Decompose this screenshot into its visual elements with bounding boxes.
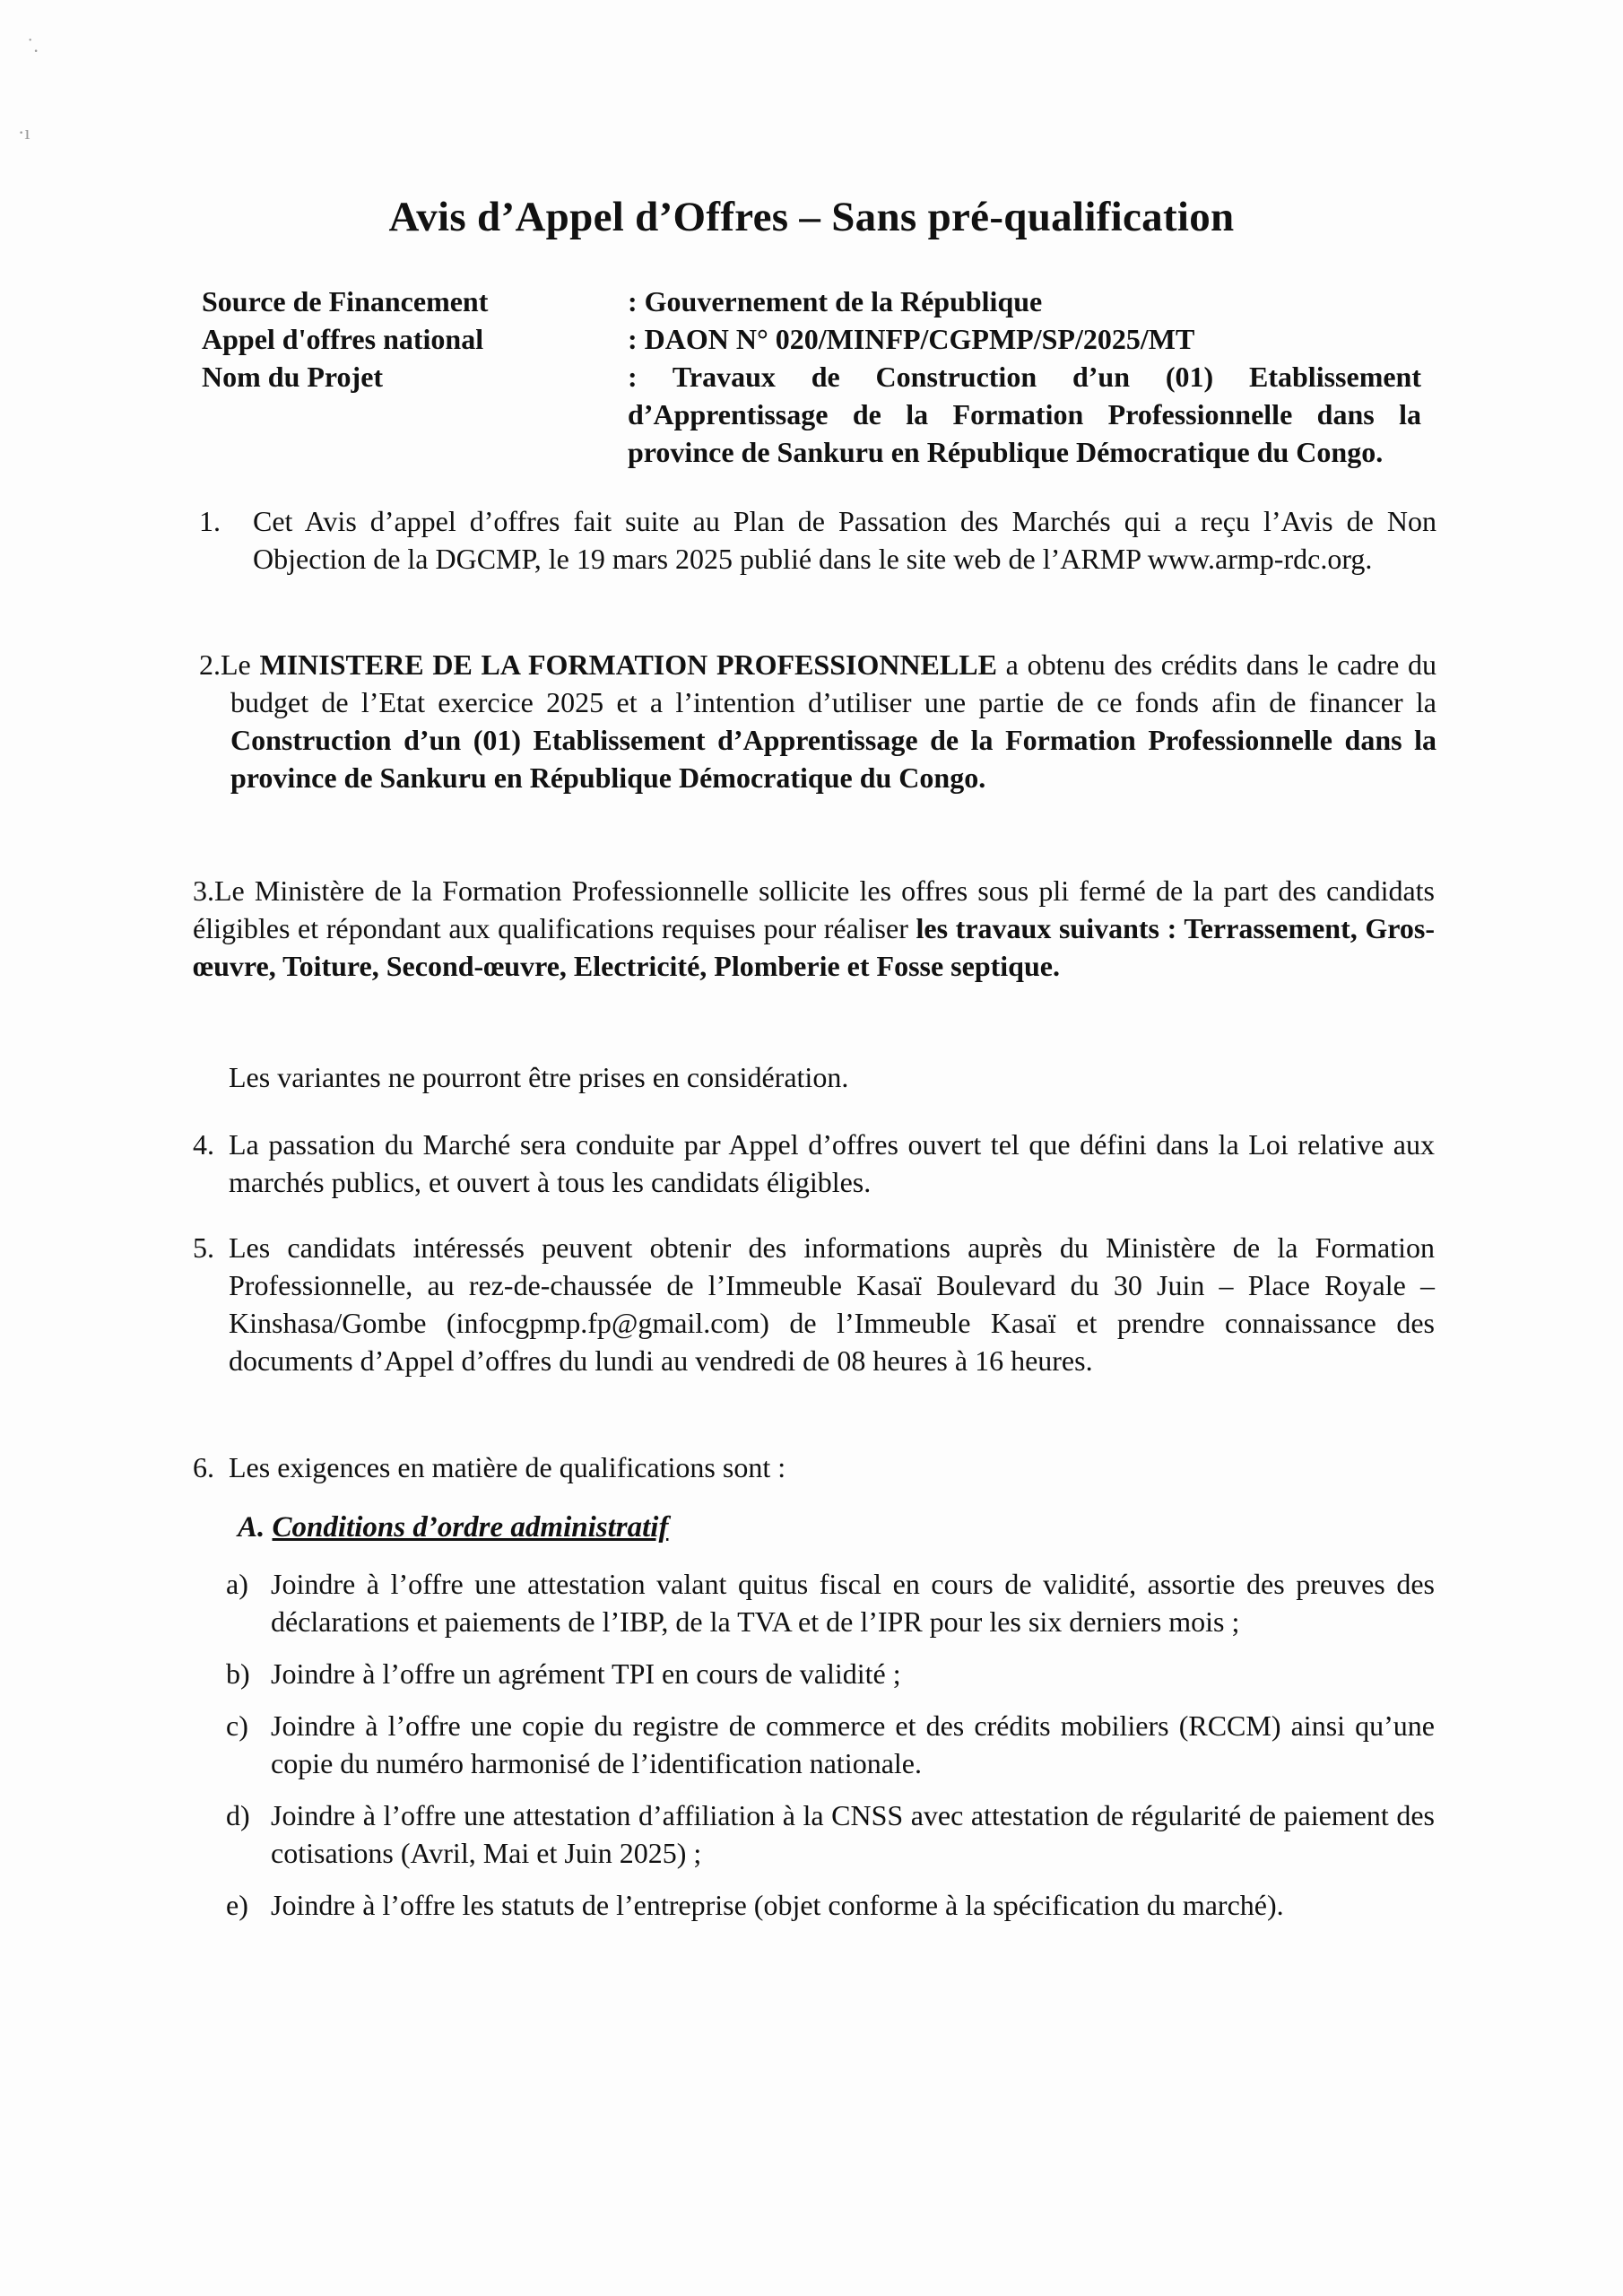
list-item-letter: b) [226,1657,250,1690]
paragraph-2-body [199,646,1436,796]
funding-label: Source de Financement [202,285,489,317]
list-item-letter: d) [226,1799,250,1831]
ministry-name: MINISTERE DE LA FORMATION PROFESSIONNELLE [259,648,997,681]
variants-note: Les variantes ne pourront être prises en considération. [229,1061,849,1093]
paragraph-5 [193,1229,1435,1379]
tender-value: : DAON N° 020/MINFP/CGPMP/SP/2025/MT [628,323,1195,355]
list-item [226,1796,1435,1872]
list-item-text: Joindre à l’offre une copie du registre de commerce et des crédits mobiliers (RCCM) ainsi qu’une copie du numéro harmonisé de l’identification nationale. [271,1709,1435,1779]
project-label: Nom du Projet [202,361,384,393]
list-item [226,1565,1435,1640]
meta-project-row [202,358,1421,471]
paragraph-number: 1. [199,505,221,537]
list-item-letter: c) [226,1709,248,1742]
paragraph-4 [193,1126,1435,1201]
list-item [226,1707,1435,1782]
section-a-heading [238,1509,1403,1546]
list-item [226,1886,1435,1924]
page-title: Avis d’Appel d’Offres – Sans pré-qualification [388,194,1235,240]
project-value: : Travaux de Construction d’un (01) Etablissement d’Apprentissage de la Formation Professionnelle dans la province de Sankuru en République Démocratique du Congo. [628,361,1421,468]
paragraph-3 [193,872,1435,985]
paragraph-text: Les candidats intéressés peuvent obtenir des informations auprès du Ministère de la Formation Professionnelle, au rez-de-chaussée de l’Immeuble Kasaï Boulevard du 30 Juin – Place Royale – Kinshasa/Gombe (infocgpmp.fp@gmail.com) de l’Immeuble Kasaï et prendre connaissance des documents d’Appel d’offres du lundi au vendredi de 08 heures à 16 heures. [229,1231,1435,1377]
paragraph-3-text: 3.Le Ministère de la Formation Professionnelle sollicite les offres sous pli fermé de la part des candidats éligibles et répondant aux qualifications requises pour réaliser [193,874,1435,944]
list-item-letter: e) [226,1889,248,1921]
list-item-text: Joindre à l’offre un agrément TPI en cours de validité ; [271,1657,901,1690]
section-title: Conditions d’ordre administratif [272,1511,669,1544]
list-item-text: Joindre à l’offre une attestation d’affiliation à la CNSS avec attestation de régularité de paiement des cotisations (Avril, Mai et Juin 2025) ; [271,1799,1435,1869]
works-list: les travaux suivants : Terrassement, Gros-œuvre, Toiture, Second-œuvre, Electricité, Plomberie et Fosse septique. [193,912,1436,982]
section-letter: A. [238,1511,265,1544]
list-item [226,1655,1435,1692]
meta-tender-row [202,320,1421,358]
scan-mark-left: ·ı [18,121,30,144]
scan-mark-top: ˙. [27,34,39,57]
paragraph-1 [199,502,1436,578]
paragraph-text: La passation du Marché sera conduite par Appel d’offres ouvert tel que défini dans la Loi relative aux marchés publics, et ouvert à tous les candidats éligibles. [229,1128,1435,1198]
tender-meta [202,283,1421,471]
list-item-letter: a) [226,1568,248,1600]
paragraph-6 [193,1448,1435,1486]
paragraph-2-text: a obtenu des crédits dans le cadre du budget de l’Etat exercice 2025 et a l’intention d’utiliser une partie de ce fonds afin de financer la [230,648,1437,718]
tender-label: Appel d'offres national [202,323,484,355]
paragraph-2-lead: 2.Le [199,648,251,681]
project-name: Construction d’un (01) Etablissement d’Apprentissage de la Formation Professionnelle dans la province de Sankuru en République Démocratique du Congo. [230,724,1436,794]
funding-value: : Gouvernement de la République [628,285,1043,317]
paragraph-number: 6. [193,1451,214,1483]
meta-funding-row [202,283,1421,320]
list-item-text: Joindre à l’offre une attestation valant quitus fiscal en cours de validité, assortie des preuves des déclarations et paiements de l’IBP, de la TVA et de l’IPR pour les six derniers mois ; [271,1568,1435,1638]
paragraph-2 [199,646,1436,796]
paragraph-text: Les exigences en matière de qualifications sont : [229,1451,786,1483]
paragraph-number: 5. [193,1231,214,1264]
requirements-list [226,1565,1435,1938]
list-item-text: Joindre à l’offre les statuts de l’entreprise (objet conforme à la spécification du marché). [271,1889,1284,1921]
paragraph-text: Cet Avis d’appel d’offres fait suite au Plan de Passation des Marchés qui a reçu l’Avis de Non Objection de la DGCMP, le 19 mars 2025 publié dans le site web de l’ARMP www.armp-rdc.org. [253,505,1436,575]
paragraph-number: 4. [193,1128,214,1161]
